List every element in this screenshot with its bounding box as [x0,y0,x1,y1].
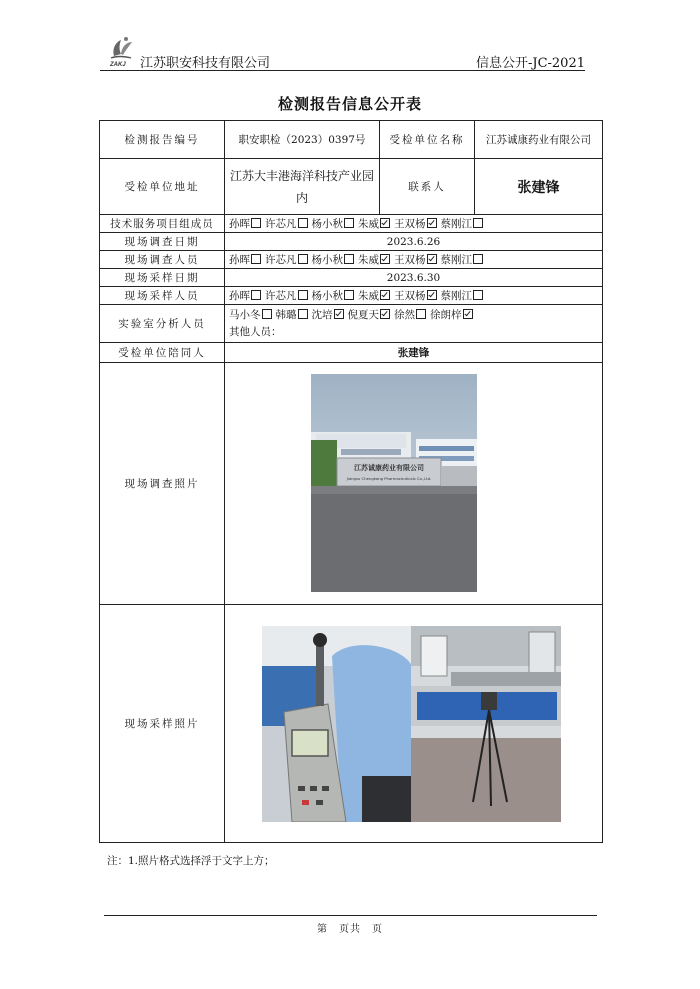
member-name: 朱威 [358,218,379,230]
member-name: 蔡刚江 [440,254,472,266]
lab-label: 实验室分析人员 [100,305,225,343]
logo-text: ZAKJ [110,62,126,68]
checkbox-checked-icon[interactable] [463,309,473,319]
contact-label: 联系人 [380,159,475,215]
checkbox-empty-icon[interactable] [344,290,354,300]
sampling-date-label: 现场采样日期 [100,269,225,287]
member-name: 孙晖 [229,254,250,266]
survey-date-label: 现场调查日期 [100,233,225,251]
member-name: 许芯凡 [265,218,297,230]
member-name: 杨小秋 [311,290,343,302]
sampler-members [225,287,603,305]
checkbox-checked-icon[interactable] [334,309,344,319]
team-members [225,215,603,233]
checkbox-empty-icon[interactable] [473,290,483,300]
member-name: 孙晖 [229,218,250,230]
lab-cell [225,305,603,343]
other-staff: 其他人员： [229,325,282,338]
checkbox-checked-icon[interactable] [380,218,390,228]
member-name: 徐朗梓 [430,308,462,321]
unit-name-value: 江苏诚康药业有限公司 [475,121,603,159]
survey-photo [311,374,477,592]
member-name: 韩璐 [275,308,297,321]
member-name: 许芯凡 [265,290,297,302]
address-label: 受检单位地址 [100,159,225,215]
checkbox-empty-icon[interactable] [473,218,483,228]
member-name: 孙晖 [229,290,250,302]
checkbox-empty-icon[interactable] [298,309,308,319]
page-footer: 第 页共 页 [317,924,383,935]
footer-divider [104,915,597,916]
sampling-photo-label: 现场采样照片 [100,605,225,843]
member-name: 蔡刚江 [440,218,472,230]
page-header [100,40,585,71]
surveyor-members [225,251,603,269]
contact-value: 张建锋 [475,159,603,215]
checkbox-empty-icon[interactable] [251,218,261,228]
building-sign-text: 江苏诚康药业有限公司 [354,464,424,472]
member-name: 王双杨 [394,290,426,302]
document-number: 信息公开-JC-2021 [475,56,585,71]
checkbox-empty-icon[interactable] [298,290,308,300]
sampling-photo-tripod [411,626,561,822]
building-sign-text-en: Jiangsu Chengkang Pharmaceuticals Co.,Ltd. [346,476,432,481]
checkbox-empty-icon[interactable] [344,254,354,264]
report-no-label: 检测报告编号 [100,121,225,159]
survey-photo-label: 现场调查照片 [100,363,225,605]
address-value: 江苏大丰港海洋科技产业园内 [225,159,380,215]
lab-members [229,307,598,324]
surveyor-label: 现场调查人员 [100,251,225,269]
checkbox-empty-icon[interactable] [251,290,261,300]
member-name: 朱威 [358,290,379,302]
member-name: 倪夏天 [347,308,379,321]
member-name: 王双杨 [394,254,426,266]
checkbox-checked-icon[interactable] [427,254,437,264]
report-info-table [99,120,603,843]
report-no-value: 职安职检（2023）0397号 [225,121,380,159]
checkbox-empty-icon[interactable] [262,309,272,319]
member-name: 沈培 [311,308,333,321]
checkbox-empty-icon[interactable] [298,218,308,228]
company-name: 江苏职安科技有限公司 [140,56,271,71]
checkbox-empty-icon[interactable] [298,254,308,264]
sampler-label: 现场采样人员 [100,287,225,305]
survey-photo-cell [225,363,603,605]
checkbox-checked-icon[interactable] [380,290,390,300]
member-name: 许芯凡 [265,254,297,266]
checkbox-checked-icon[interactable] [380,254,390,264]
checkbox-empty-icon[interactable] [251,254,261,264]
checkbox-checked-icon[interactable] [380,309,390,319]
unit-name-label: 受检单位名称 [380,121,475,159]
member-name: 徐然 [394,308,415,321]
sampling-photo-meter [262,626,412,822]
escort-label: 受检单位陪同人 [100,343,225,363]
checkbox-empty-icon[interactable] [473,254,483,264]
member-name: 朱威 [358,254,379,266]
checkbox-checked-icon[interactable] [427,218,437,228]
footnote: 注：1.照片格式选择浮于文字上方； [107,855,275,867]
sampling-photo-cell [225,605,603,843]
checkbox-checked-icon[interactable] [427,290,437,300]
checkbox-empty-icon[interactable] [344,218,354,228]
member-name: 杨小秋 [311,218,343,230]
sampling-date-value: 2023.6.30 [225,269,603,287]
member-name: 马小冬 [229,308,261,321]
member-name: 蔡刚江 [440,290,472,302]
company-logo [106,34,136,68]
team-label: 技术服务项目组成员 [100,215,225,233]
escort-value: 张建锋 [225,343,603,363]
member-name: 杨小秋 [311,254,343,266]
checkbox-empty-icon[interactable] [416,309,426,319]
page-title: 检测报告信息公开表 [277,95,422,113]
member-name: 王双杨 [394,218,426,230]
survey-date-value: 2023.6.26 [225,233,603,251]
